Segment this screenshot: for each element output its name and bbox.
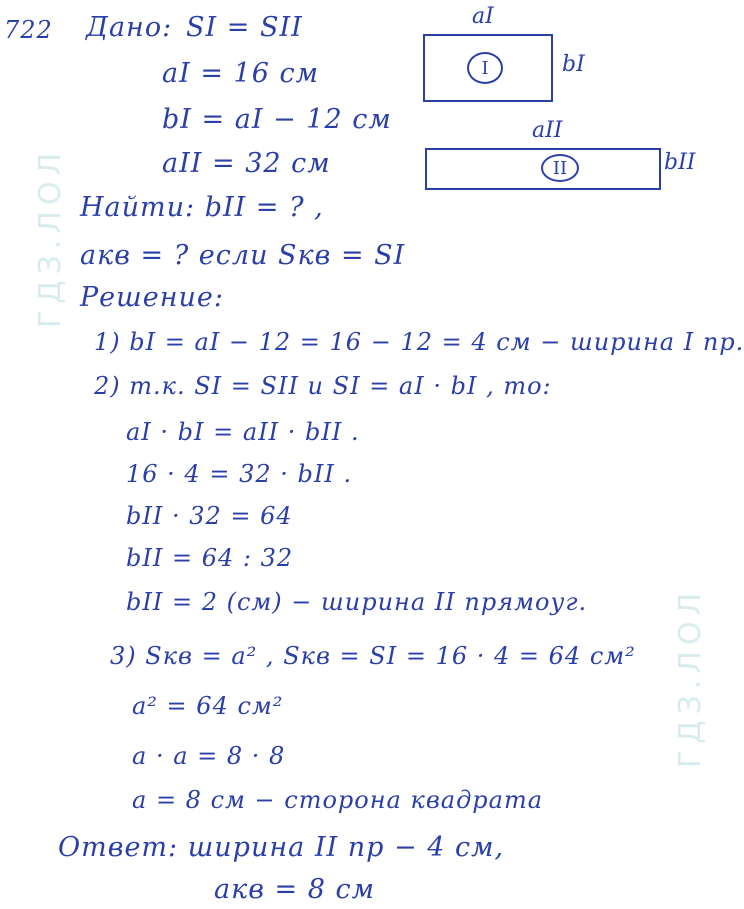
step-2a: aI · bI = aII · bII .	[126, 418, 360, 446]
rect2-center-label: II	[552, 157, 568, 179]
step-3c: a = 8 см − сторона квадрата	[132, 786, 544, 814]
answer-line-1: Ответ: ширина II пр − 4 см,	[58, 832, 505, 863]
watermark-left: ГДЗ.ЛОЛ	[33, 146, 69, 329]
given-line-3: bI = aI − 12 см	[162, 104, 392, 135]
step-1: 1) bI = aI − 12 = 16 − 12 = 4 см − ширина I пр.	[94, 328, 744, 356]
step-3b: a · a = 8 · 8	[132, 742, 286, 770]
given-line-2: aI = 16 см	[162, 58, 319, 89]
answer-line-2: aкв = 8 см	[214, 874, 375, 905]
step-2c: bII · 32 = 64	[126, 502, 293, 530]
step-2d: bII = 64 : 32	[126, 544, 294, 572]
rect2-center-circle	[541, 154, 579, 182]
solution-header: Решение:	[80, 282, 224, 313]
given-header: Дано:	[86, 12, 173, 43]
watermark-right: ГДЗ.ЛОЛ	[673, 586, 709, 769]
rect1-center-label: I	[481, 57, 489, 79]
given-line-1: SI = SII	[186, 12, 303, 43]
problem-number: 722	[4, 16, 53, 44]
rect2-top-label: aII	[532, 118, 563, 143]
step-3: 3) Sкв = a² , Sкв = SI = 16 · 4 = 64 см²	[110, 642, 636, 670]
given-line-4: aII = 32 см	[162, 148, 331, 179]
find-line-1: Найти: bII = ? ,	[80, 192, 324, 223]
find-line-2: aкв = ? если Sкв = SI	[80, 240, 406, 271]
step-2: 2) т.к. SI = SII и SI = aI · bI , то:	[94, 372, 552, 400]
rect1-center-circle	[467, 52, 503, 84]
step-2e: bII = 2 (см) − ширина II прямоуг.	[126, 588, 588, 616]
rect2-side-label: bII	[664, 150, 696, 175]
step-2b: 16 · 4 = 32 · bII .	[126, 460, 353, 488]
step-3a: a² = 64 см²	[132, 692, 284, 720]
rect1-top-label: aI	[472, 4, 494, 29]
rect1-side-label: bI	[562, 52, 585, 77]
